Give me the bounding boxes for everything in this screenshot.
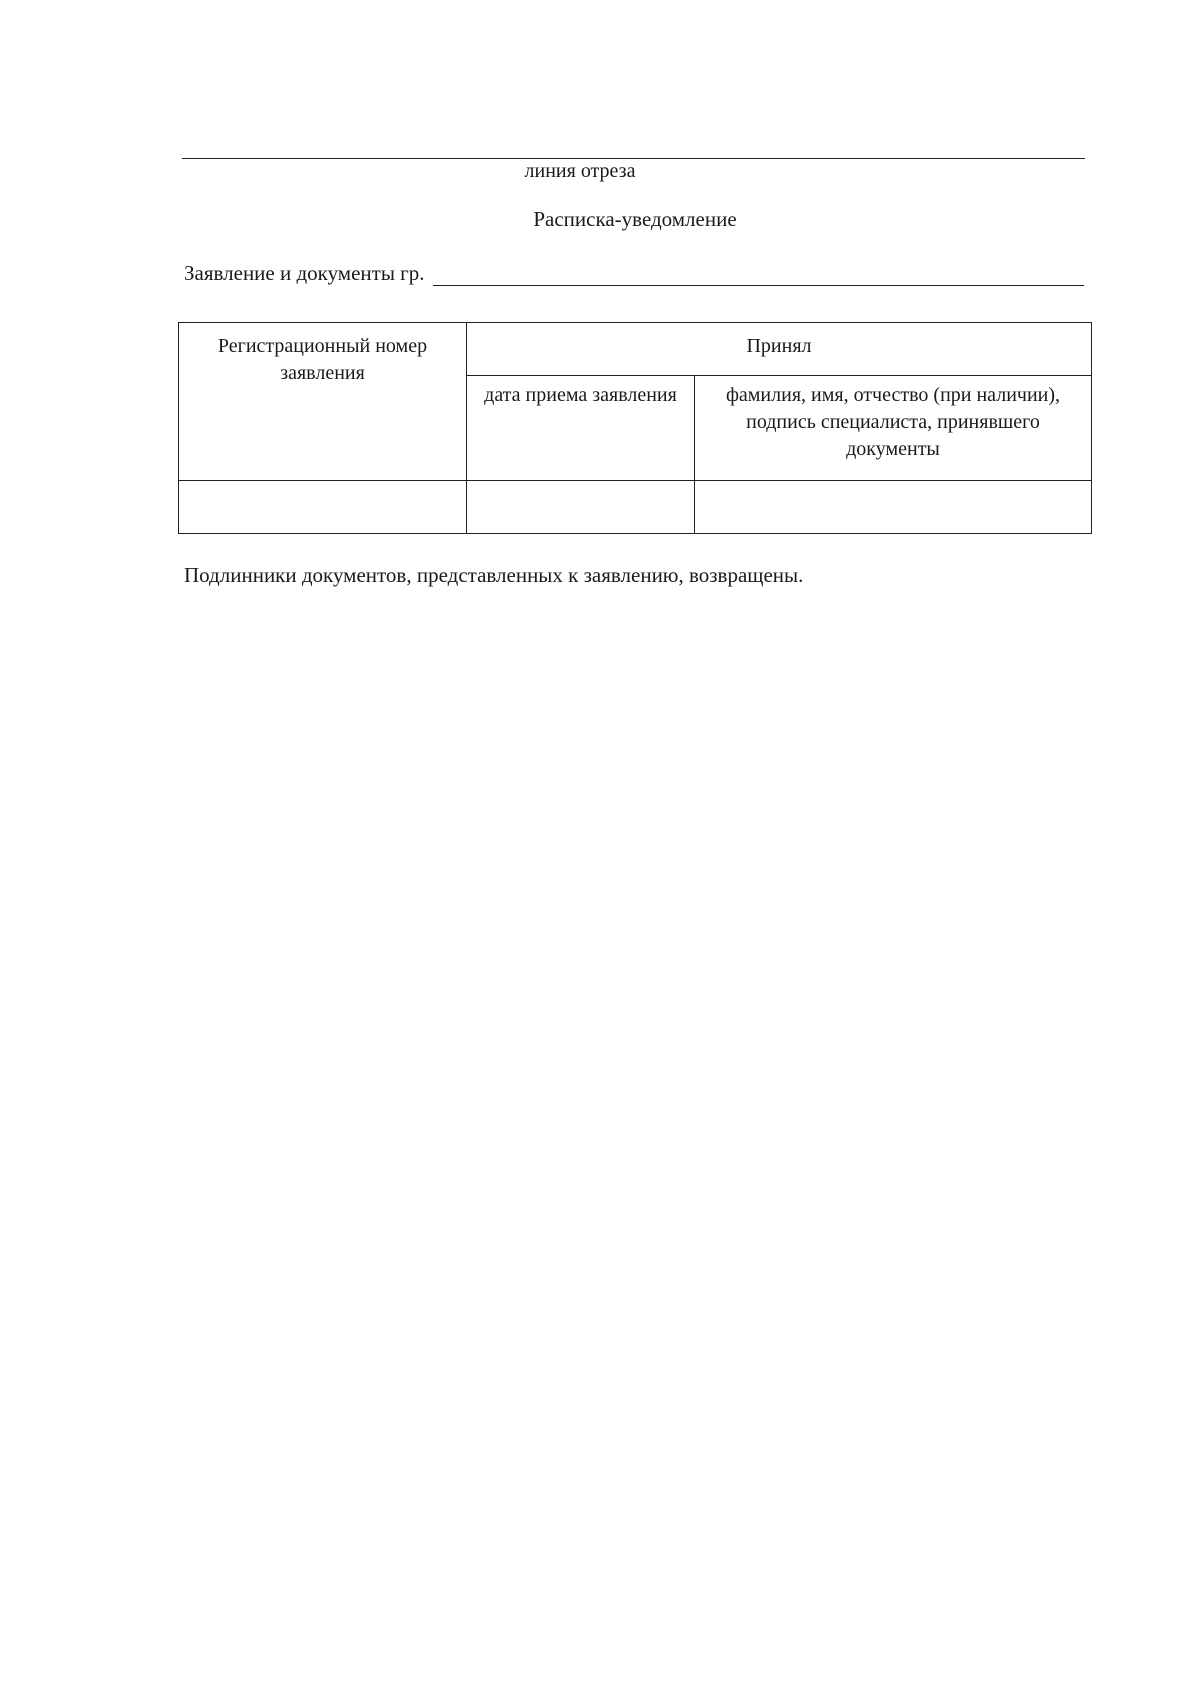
header-reg-number: Регистрационный номер заявления — [179, 323, 467, 481]
header-specialist: фамилия, имя, отчество (при наличии), подпись специалиста, принявшего документы — [695, 376, 1092, 481]
cut-line — [182, 158, 1085, 159]
table-row — [179, 481, 1092, 534]
cell-specialist[interactable] — [695, 481, 1092, 534]
originals-returned-note: Подлинники документов, представленных к заявлению, возвращены. — [184, 563, 804, 587]
cell-reg-number[interactable] — [179, 481, 467, 534]
document-title: Расписка-уведомление — [533, 207, 737, 231]
applicant-name-blank[interactable] — [433, 261, 1084, 286]
header-accepted: Принял — [467, 323, 1092, 376]
applicant-row — [184, 256, 1084, 286]
header-date: дата приема заявления — [467, 376, 695, 481]
cell-date[interactable] — [467, 481, 695, 534]
table-header-row — [179, 323, 1092, 376]
receipt-table — [178, 322, 1092, 534]
cut-line-label: линия отреза — [524, 160, 636, 182]
applicant-label: Заявление и документы гр. — [184, 261, 425, 285]
